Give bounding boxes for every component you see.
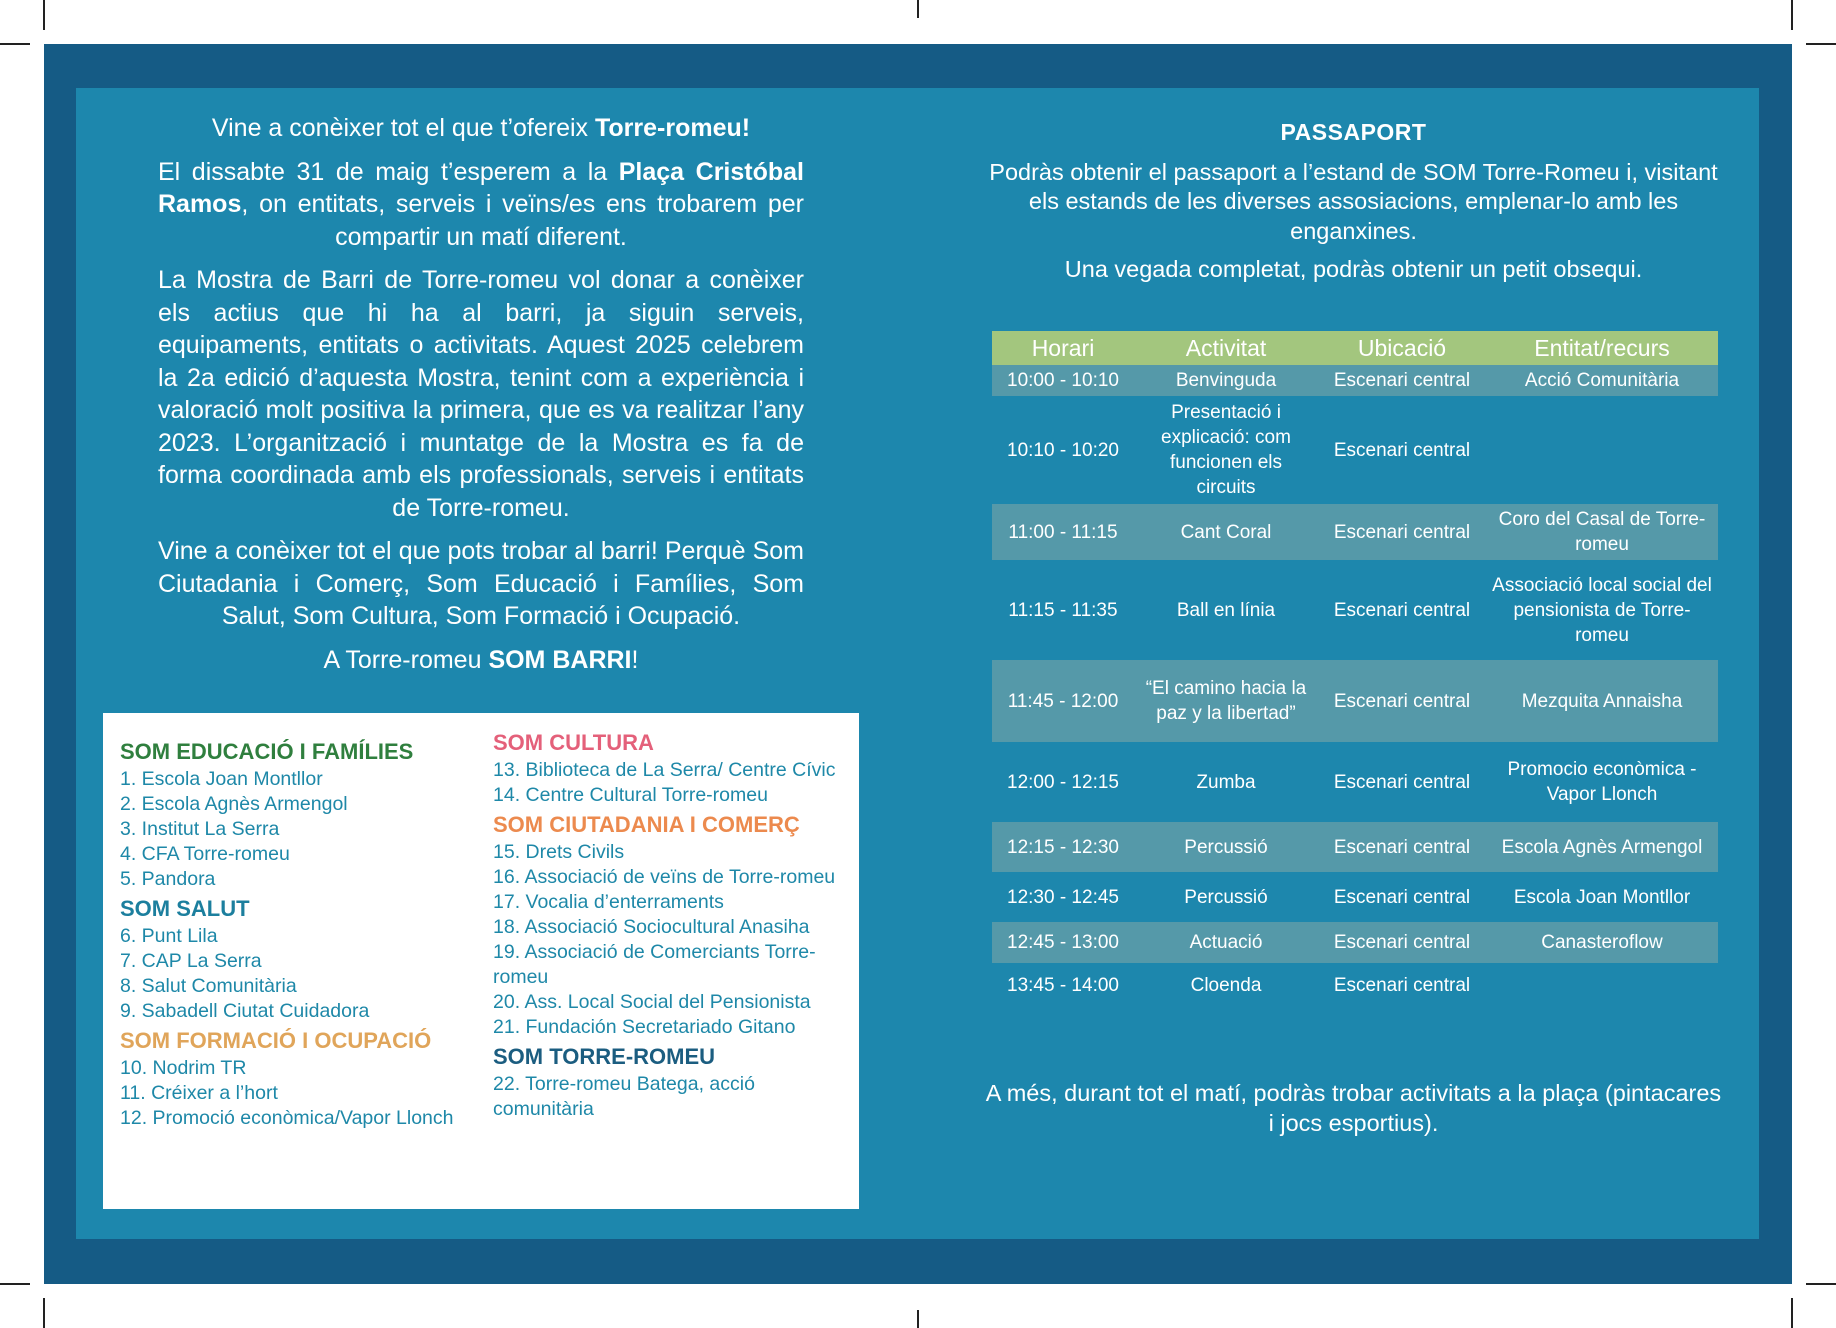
schedule-cell-time: 13:45 - 14:00	[1007, 974, 1119, 996]
header-ubicacio: Ubicació	[1318, 331, 1486, 365]
crop-mark	[1806, 43, 1836, 45]
schedule-cell-time: 10:00 - 10:10	[992, 365, 1134, 396]
passport-text: Podràs obtenir el passaport a l’estand de SOM Torre-Romeu i, visitant els estands de les diverses assosiacions, emplenar-lo amb les enganxines.	[989, 158, 1718, 244]
header-entitat: Entitat/recurs	[1486, 331, 1718, 365]
passport-section	[985, 118, 1722, 294]
entities-column-left	[120, 737, 490, 1131]
crop-mark	[1806, 1283, 1836, 1285]
schedule-cell-location: Escenari central	[1318, 365, 1486, 396]
intro-paragraph-1: Vine a conèixer tot el que t’ofereix Torre-romeu!	[211, 114, 751, 142]
schedule-row	[992, 660, 1718, 742]
entity-item: 14. Centre Cultural Torre-romeu	[493, 784, 768, 806]
schedule-row	[992, 396, 1718, 504]
schedule-cell-entity: Associació local social del pensionista de Torre-romeu	[1492, 574, 1712, 646]
schedule-cell-time: 11:00 - 11:15	[992, 504, 1134, 560]
schedule-cell-activity: Cloenda	[1190, 974, 1262, 996]
intro-paragraph-3: La Mostra de Barri de Torre-romeu vol donar a conèixer els actius que hi ha al barri, ja siguin serveis, equipaments, entitats o activitats. Aquest 2025 celebrem la 2a edició d’aquesta Mostra, tenint com a experiència i valoració molt positiva la primera, que es va realitzar l’any 2023. L’organització i muntatge de la Mostra es fa de forma coordinada amb els professionals, serveis i entitats de Torre-romeu.	[158, 266, 804, 522]
entity-item: 8. Salut Comunitària	[120, 975, 297, 997]
schedule-row	[992, 822, 1718, 872]
entity-item: 12. Promoció econòmica/Vapor Llonch	[120, 1107, 454, 1129]
schedule-row	[992, 872, 1718, 922]
crop-mark	[43, 1298, 45, 1328]
schedule-cell-time: 12:45 - 13:00	[992, 922, 1134, 963]
entity-item: 19. Associació de Comerciants Torre-romeu	[493, 941, 816, 988]
schedule-cell-time: 11:15 - 11:35	[1008, 599, 1118, 621]
schedule-cell-location: Escenari central	[1333, 771, 1471, 793]
entity-item: 7. CAP La Serra	[120, 950, 262, 972]
intro-paragraph-2: El dissabte 31 de maig t’esperem a la Plaça Cristóbal Ramos, on entitats, serveis i veïns/es ens trobarem per compartir un matí diferent.	[158, 157, 804, 251]
entity-item: 3. Institut La Serra	[120, 818, 280, 840]
schedule-cell-entity: Coro del Casal de Torre-romeu	[1486, 504, 1718, 560]
schedule-cell-entity: Acció Comunitària	[1486, 365, 1718, 396]
category-title: SOM EDUCACIÓ I FAMÍLIES	[120, 739, 414, 764]
schedule-cell-entity: Escola Joan Montllor	[1513, 886, 1691, 908]
schedule-cell-time: 12:30 - 12:45	[1007, 886, 1119, 908]
header-activitat: Activitat	[1134, 331, 1318, 365]
schedule-cell-activity: Presentació i explicació: com funcionen els circuits	[1161, 402, 1291, 498]
schedule-cell-location: Escenari central	[1318, 504, 1486, 560]
category-title: SOM FORMACIÓ I OCUPACIÓ	[120, 1028, 432, 1053]
schedule-cell-time: 10:10 - 10:20	[1007, 439, 1119, 461]
schedule-row	[992, 365, 1718, 396]
entity-item: 17. Vocalia d’enterraments	[493, 891, 724, 913]
schedule-cell-location: Escenari central	[1318, 822, 1486, 872]
schedule-cell-entity: Mezquita Annaisha	[1486, 660, 1718, 742]
schedule-cell-activity: Ball en línia	[1176, 599, 1276, 621]
schedule-cell-activity: Percussió	[1184, 886, 1268, 908]
schedule-cell-location: Escenari central	[1333, 974, 1471, 996]
entity-item: 1. Escola Joan Montllor	[120, 768, 323, 790]
schedule-cell-entity: Promocio econòmica - Vapor Llonch	[1507, 759, 1697, 805]
entity-item: 13. Biblioteca de La Serra/ Centre Cívic	[493, 759, 836, 781]
crop-mark	[43, 0, 45, 30]
intro-paragraph-4: Vine a conèixer tot el que pots trobar al barri! Perquè Som Ciutadania i Comerç, Som Educació i Famílies, Som Salut, Som Cultura, Som Formació i Ocupació.	[158, 537, 804, 630]
schedule-cell-location: Escenari central	[1333, 599, 1471, 621]
category-title: SOM TORRE-ROMEU	[493, 1044, 716, 1069]
crop-mark	[0, 1283, 30, 1285]
schedule-cell-location: Escenari central	[1318, 922, 1486, 963]
schedule-header-row	[992, 331, 1718, 365]
category-title: SOM SALUT	[120, 896, 250, 921]
entity-item: 2. Escola Agnès Armengol	[120, 793, 348, 815]
schedule-cell-activity: Cant Coral	[1134, 504, 1318, 560]
schedule-cell-entity	[1486, 396, 1718, 504]
passport-title: PASSAPORT	[1280, 119, 1427, 145]
intro-paragraph-5: A Torre-romeu SOM BARRI!	[323, 645, 639, 674]
crop-mark	[1791, 1298, 1793, 1328]
crop-mark	[0, 43, 30, 45]
entity-item: 22. Torre-romeu Batega, acció comunitària	[493, 1073, 755, 1120]
schedule-cell-activity: Benvinguda	[1134, 365, 1318, 396]
entity-item: 11. Créixer a l’hort	[120, 1082, 278, 1104]
entity-item: 20. Ass. Local Social del Pensionista	[493, 991, 811, 1013]
entities-column-right	[493, 728, 853, 1122]
entity-item: 4. CFA Torre-romeu	[120, 843, 290, 865]
entity-item: 5. Pandora	[120, 868, 216, 890]
entity-item: 21. Fundación Secretariado Gitano	[493, 1016, 796, 1038]
entity-item: 18. Associació Sociocultural Anasiha	[493, 916, 810, 938]
crop-mark	[1791, 0, 1793, 30]
crop-mark	[917, 1310, 919, 1328]
schedule-row	[992, 504, 1718, 560]
schedule-cell-entity	[1486, 963, 1718, 1007]
schedule-cell-location: Escenari central	[1333, 886, 1471, 908]
schedule-table	[992, 331, 1718, 1007]
entity-item: 9. Sabadell Ciutat Cuidadora	[120, 1000, 370, 1022]
schedule-cell-entity: Canasteroflow	[1486, 922, 1718, 963]
schedule-cell-time: 12:00 - 12:15	[1007, 771, 1119, 793]
entity-item: 6. Punt Lila	[120, 925, 218, 947]
schedule-row	[992, 922, 1718, 963]
schedule-cell-activity: Zumba	[1196, 771, 1256, 793]
schedule-cell-time: 12:15 - 12:30	[992, 822, 1134, 872]
category-title: SOM CIUTADANIA I COMERÇ	[493, 812, 800, 837]
schedule-row	[992, 742, 1718, 822]
schedule-cell-activity: “El camino hacia la paz y la libertad”	[1134, 660, 1318, 742]
intro-text	[158, 112, 804, 687]
category-title: SOM CULTURA	[493, 730, 654, 755]
schedule-cell-location: Escenari central	[1318, 660, 1486, 742]
activities-note: A més, durant tot el matí, podràs trobar activitats a la plaça (pintacares i jocs esportius).	[985, 1080, 1722, 1136]
entity-item: 15. Drets Civils	[493, 841, 625, 863]
schedule-cell-location: Escenari central	[1333, 439, 1471, 461]
schedule-cell-activity: Percussió	[1134, 822, 1318, 872]
entity-item: 16. Associació de veïns de Torre-romeu	[493, 866, 836, 888]
crop-mark	[917, 0, 919, 18]
schedule-row	[992, 963, 1718, 1007]
entities-box	[103, 713, 859, 1209]
schedule-cell-entity: Escola Agnès Armengol	[1486, 822, 1718, 872]
header-horari: Horari	[992, 331, 1134, 365]
schedule-row	[992, 560, 1718, 660]
schedule-cell-time: 11:45 - 12:00	[992, 660, 1134, 742]
passport-gift-text: Una vegada completat, podràs obtenir un petit obsequi.	[1064, 256, 1643, 282]
entity-item: 10. Nodrim TR	[120, 1057, 247, 1079]
schedule-cell-activity: Actuació	[1134, 922, 1318, 963]
